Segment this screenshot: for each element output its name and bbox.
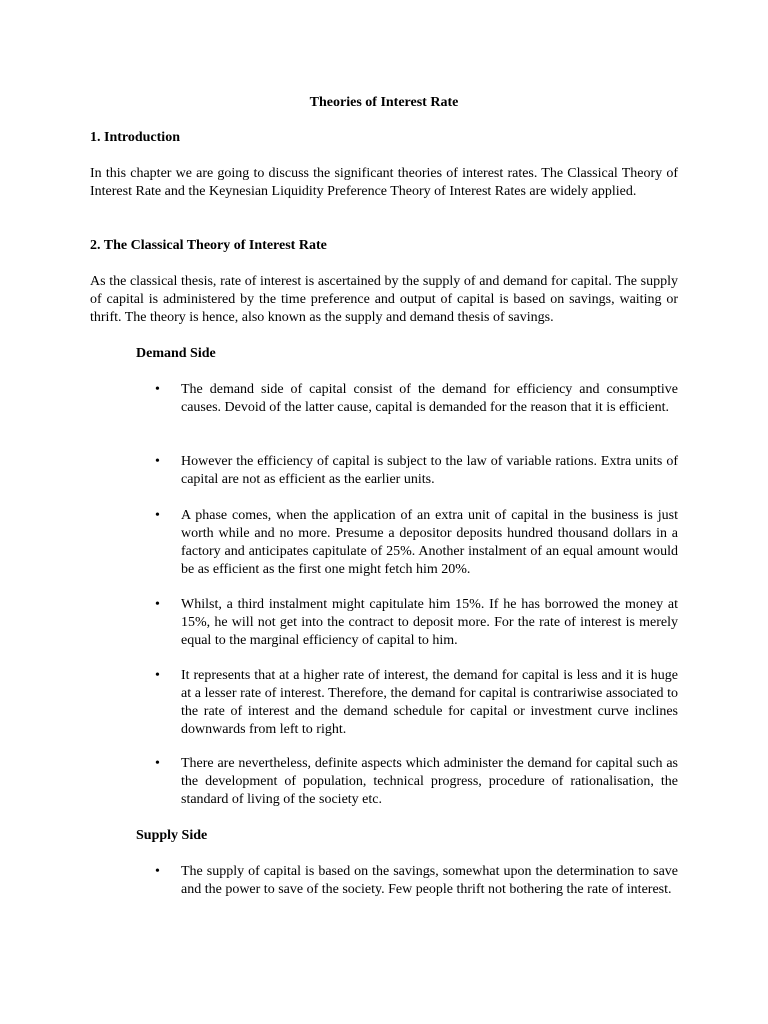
list-item-text: Whilst, a third instalment might capitulate him 15%. If he has borrowed the money at 15%, he will not get into the contract to deposit more. For the rate of interest is merely equal to the marginal efficiency of capital to him. [181, 597, 678, 648]
bullet-icon: • [155, 597, 160, 612]
list-item-text: It represents that at a higher rate of interest, the demand for capital is less and it is huge at a lesser rate of interest. Therefore, the demand for capital is contrariwise associated to the rate of interest and the demand schedule for capital or investment curve inclines downwards from left to right. [181, 668, 678, 737]
section-heading-classical-theory: 2. The Classical Theory of Interest Rate [90, 238, 327, 253]
subheading-demand-side: Demand Side [136, 346, 216, 361]
list-item-text: There are nevertheless, definite aspects which administer the demand for capital such as the development of population, technical progress, procedure of rationalisation, the standard of living of the society etc. [181, 756, 678, 807]
bullet-icon: • [155, 864, 160, 879]
bullet-icon: • [155, 668, 160, 683]
paragraph-introduction: In this chapter we are going to discuss the significant theories of interest rates. The Classical Theory of Interest Rate and the Keynesian Liquidity Preference Theory of Interest Rates are widely applied. [90, 166, 678, 199]
paragraph-classical-theory: As the classical thesis, rate of interest is ascertained by the supply of and demand for capital. The supply of capital is administered by the time preference and output of capital is based on savings, waiting or thrift. The theory is hence, also known as the supply and demand thesis of savings. [90, 274, 678, 325]
list-item-text: A phase comes, when the application of an extra unit of capital in the business is just worth while and no more. Presume a depositor deposits hundred thousand dollars in a factory and anticipates capitulate of 25%. Another instalment of an equal amount would be as efficient as the first one might fetch him 20%. [181, 508, 678, 577]
bullet-icon: • [155, 756, 160, 771]
list-item-text: The demand side of capital consist of the demand for efficiency and consumptive causes. Devoid of the latter cause, capital is demanded for the reason that it is efficient. [181, 382, 678, 415]
bullet-icon: • [155, 454, 160, 469]
list-item-text: However the efficiency of capital is subject to the law of variable rations. Extra units of capital are not as efficient as the earlier units. [181, 454, 678, 487]
section-heading-introduction: 1. Introduction [90, 130, 180, 145]
document-title: Theories of Interest Rate [309, 95, 459, 110]
list-item-text: The supply of capital is based on the savings, somewhat upon the determination to save and the power to save of the society. Few people thrift not bothering the rate of interest. [181, 864, 678, 897]
subheading-supply-side: Supply Side [136, 828, 208, 843]
bullet-icon: • [155, 382, 160, 397]
bullet-icon: • [155, 508, 160, 523]
